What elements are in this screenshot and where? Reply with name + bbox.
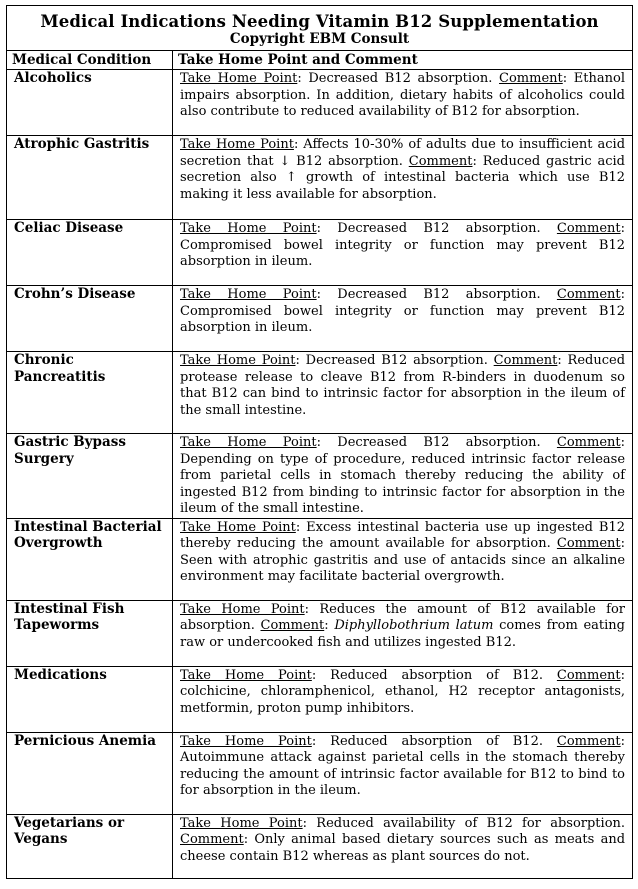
comment-label: Comment (499, 71, 563, 86)
take-home-text: : Decreased B12 absorption. (316, 287, 557, 302)
take-home-text: : Excess intestinal bacteria use up ingested B12 thereby reducing the amount available for absorption. (180, 519, 626, 551)
take-home-text: : Decreased B12 absorption. (297, 71, 500, 86)
table-row (7, 434, 633, 519)
condition-cell: Intestinal Fish Tapeworms (7, 600, 173, 666)
title-cell (7, 6, 633, 51)
comment-text: : Reduced gastric acid secretion also ↑ growth of intestinal bacteria which use B12 making it less available for absorption. (180, 153, 626, 202)
description-cell (173, 732, 633, 814)
comment-text: : Depending on type of procedure, reduced intrinsic factor release from parietal cells in stomach thereby reducing the ability of ingested B12 from binding to intrinsic factor for absorption in the ileum of the small intestine. (180, 435, 626, 516)
description-cell (173, 434, 633, 519)
table-row (7, 136, 633, 220)
comment-label: Comment (408, 153, 473, 169)
comment-label: Comment (260, 618, 325, 633)
table-row (7, 352, 633, 434)
comment-text: : Autoimmune attack against parietal cells in the stomach thereby reducing the amount of intrinsic factor available for B12 to bind to for absorption in the ileum. (180, 733, 626, 798)
comment-text: : Ethanol impairs absorption. In addition, dietary habits of alcoholics could also contribute to reduced availability of B12 for absorption. (180, 71, 626, 119)
take-home-label: Take Home Point (180, 667, 312, 683)
comment-text: : Only animal based dietary sources such as meats and cheese contain B12 whereas as plant sources do not. (180, 832, 626, 864)
table-row (7, 220, 633, 286)
document-title: Medical Indications Needing Vitamin B12 Supplementation (40, 12, 599, 31)
comment-label: Comment (556, 667, 621, 683)
comment-label: Comment (493, 353, 558, 368)
take-home-label: Take Home Point (180, 435, 317, 450)
take-home-text: : Decreased B12 absorption. (316, 435, 557, 450)
comment-text: : Compromised bowel integrity or function may prevent B12 absorption in ileum. (180, 221, 626, 269)
take-home-text: : Reduces the amount of B12 available for absorption. (180, 601, 626, 633)
comment-label: Comment (556, 733, 621, 749)
comment-text: : Reduced protease release to cleave B12 from R-binders in duodenum so that B12 can bind to intrinsic factor for absorption in the ileum of the small intestine. (180, 353, 626, 418)
description-cell (173, 136, 633, 220)
table-row (7, 814, 633, 878)
description-cell (173, 518, 633, 600)
table-row (7, 600, 633, 666)
header-row (7, 51, 633, 70)
take-home-label: Take Home Point (180, 137, 294, 152)
indications-table (6, 5, 633, 879)
comment-text: : Seen with atrophic gastritis and use of antacids since an alkaline environment may facilitate bacterial overgrowth. (180, 536, 626, 584)
take-home-text: : Reduced absorption of B12. (311, 733, 557, 749)
take-home-label: Take Home Point (180, 733, 312, 749)
condition-cell: Medications (7, 666, 173, 732)
condition-cell: Atrophic Gastritis (7, 136, 173, 220)
condition-cell: Crohn’s Disease (7, 286, 173, 352)
table-row (7, 518, 633, 600)
take-home-label: Take Home Point (180, 815, 303, 831)
take-home-text: : Affects 10-30% of adults due to insufficient acid secretion that ↓ B12 absorption. (180, 137, 626, 169)
take-home-label: Take Home Point (180, 519, 296, 535)
comment-label: Comment (180, 832, 244, 847)
description-cell (173, 220, 633, 286)
comment-label: Comment (556, 221, 621, 236)
description-cell (173, 814, 633, 878)
comment-label: Comment (556, 287, 621, 302)
description-cell (173, 600, 633, 666)
description-cell (173, 666, 633, 732)
take-home-text: : Reduced availability of B12 for absorption. (302, 815, 626, 831)
take-home-text: : Reduced absorption of B12. (311, 667, 557, 683)
comment-label: Comment (556, 536, 621, 551)
take-home-label: Take Home Point (180, 287, 317, 302)
comment-text: : Compromised bowel integrity or function may prevent B12 absorption in ileum. (180, 287, 626, 335)
header-condition: Medical Condition (7, 51, 173, 70)
comment-text: : colchicine, chloramphenicol, ethanol, H2 receptor antagonists, metformin, proton pump inhibitors. (180, 667, 626, 716)
description-cell (173, 352, 633, 434)
condition-cell: Vegetarians or Vegans (7, 814, 173, 878)
comment-label: Comment (556, 435, 621, 450)
table-row (7, 286, 633, 352)
table-row (7, 732, 633, 814)
comment-text: comes from eating raw or undercooked fish and utilizes ingested B12. (180, 618, 626, 650)
comment-text: : (324, 618, 335, 633)
document-sheet (6, 5, 632, 879)
take-home-label: Take Home Point (180, 353, 296, 368)
header-point: Take Home Point and Comment (173, 51, 633, 70)
take-home-text: : Decreased B12 absorption. (295, 353, 494, 368)
take-home-label: Take Home Point (180, 221, 317, 236)
take-home-label: Take Home Point (180, 71, 298, 86)
condition-cell: Chronic Pancreatitis (7, 352, 173, 434)
table-row (7, 666, 633, 732)
description-cell (173, 286, 633, 352)
description-cell (173, 70, 633, 136)
condition-cell: Intestinal Bacterial Overgrowth (7, 518, 173, 600)
condition-cell: Gastric Bypass Surgery (7, 434, 173, 519)
take-home-label: Take Home Point (180, 601, 305, 617)
copyright-line: Copyright EBM Consult (229, 31, 410, 47)
condition-cell: Celiac Disease (7, 220, 173, 286)
take-home-text: : Decreased B12 absorption. (316, 221, 557, 236)
condition-cell: Alcoholics (7, 70, 173, 136)
species-name: Diphyllobothrium latum (334, 618, 494, 633)
table-row (7, 70, 633, 136)
condition-cell: Pernicious Anemia (7, 732, 173, 814)
